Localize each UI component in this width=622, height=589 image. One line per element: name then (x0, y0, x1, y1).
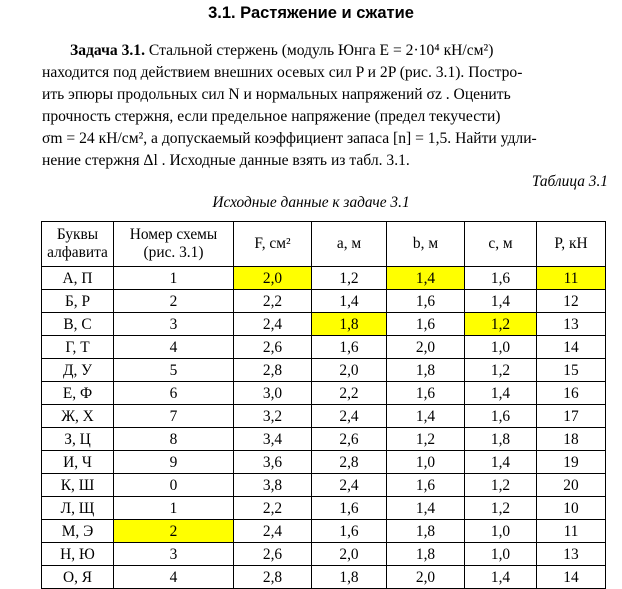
table-cell: 1,8 (387, 520, 465, 543)
table-cell: 1,8 (312, 566, 387, 589)
table-cell: 2,6 (312, 428, 387, 451)
table-cell: 2,0 (387, 336, 465, 359)
table-cell: 3 (114, 313, 234, 336)
table-row (42, 359, 606, 382)
table-cell: 5 (114, 359, 234, 382)
table-cell: 1,6 (387, 382, 465, 405)
table-cell: 1,2 (465, 497, 537, 520)
table-cell: 2,8 (312, 451, 387, 474)
table-cell: 2,2 (234, 497, 312, 520)
column-header: a, м (312, 222, 387, 267)
table-cell: 1,4 (312, 290, 387, 313)
table-cell: 1,4 (465, 566, 537, 589)
table-cell: 1,2 (465, 359, 537, 382)
table-cell: 14 (537, 336, 606, 359)
table-cell: 1,6 (312, 497, 387, 520)
column-header: F, см² (234, 222, 312, 267)
table-row (42, 382, 606, 405)
table-cell: 4 (114, 336, 234, 359)
table-header-row (42, 222, 606, 267)
table-cell: 1,4 (387, 497, 465, 520)
table-cell: 1,8 (387, 359, 465, 382)
table-row (42, 290, 606, 313)
table-cell: 10 (537, 497, 606, 520)
table-cell: З, Ц (42, 428, 114, 451)
table-cell: Д, У (42, 359, 114, 382)
problem-line: находится под действием внешних осевых сил P и 2P (рис. 3.1). Постро- (42, 64, 523, 81)
table-cell: 1,0 (465, 336, 537, 359)
table-cell: 0 (114, 474, 234, 497)
table-cell: 2,6 (234, 543, 312, 566)
table-row (42, 497, 606, 520)
column-header: b, м (387, 222, 465, 267)
table-cell: 3,6 (234, 451, 312, 474)
table-cell: В, С (42, 313, 114, 336)
table-cell: К, Ш (42, 474, 114, 497)
table-cell: 2,4 (234, 520, 312, 543)
table-cell: 17 (537, 405, 606, 428)
table-cell: Л, Щ (42, 497, 114, 520)
table-cell: 1,2 (387, 428, 465, 451)
table-cell: 1,4 (465, 382, 537, 405)
table-cell: 1,6 (465, 267, 537, 290)
table-cell: 1,2 (312, 267, 387, 290)
table-cell: 1,0 (465, 543, 537, 566)
problem-line: Стальной стержень (модуль Юнга E = 2·10⁴ кН/см²) (148, 42, 494, 59)
table-row (42, 474, 606, 497)
table-cell: Б, Р (42, 290, 114, 313)
table-cell: 1,4 (465, 290, 537, 313)
table-cell: 2,0 (312, 543, 387, 566)
column-header: c, м (465, 222, 537, 267)
table-cell: А, П (42, 267, 114, 290)
table-cell: 18 (537, 428, 606, 451)
table-row (42, 313, 606, 336)
table-cell: 1,6 (465, 405, 537, 428)
table-cell: 2,2 (312, 382, 387, 405)
table-cell: 4 (114, 566, 234, 589)
problem-line: σm = 24 кН/см², а допускаемый коэффициент запаса [n] = 1,5. Найти удли- (42, 130, 537, 147)
table-cell: 2 (114, 520, 234, 543)
table-cell: 9 (114, 451, 234, 474)
problem-statement (42, 40, 607, 172)
table-cell: 1,4 (387, 405, 465, 428)
table-cell: 11 (537, 267, 606, 290)
table-row (42, 566, 606, 589)
table-cell: 1,6 (312, 520, 387, 543)
table-cell: 15 (537, 359, 606, 382)
table-row (42, 405, 606, 428)
column-header: Номер схемы (рис. 3.1) (114, 222, 234, 267)
table-cell: М, Э (42, 520, 114, 543)
table-cell: 14 (537, 566, 606, 589)
problem-line: прочность стержня, если предельное напряжение (предел текучести) (42, 108, 501, 125)
table-cell: 2,8 (234, 566, 312, 589)
table-cell: 2,4 (312, 405, 387, 428)
table-cell: 13 (537, 313, 606, 336)
table-cell: 1,4 (387, 267, 465, 290)
table-cell: 3,8 (234, 474, 312, 497)
table-cell: Е, Ф (42, 382, 114, 405)
table-row (42, 520, 606, 543)
table-cell: 1,2 (465, 474, 537, 497)
table-cell: 2,2 (234, 290, 312, 313)
table-cell: 2,8 (234, 359, 312, 382)
table-cell: Н, Ю (42, 543, 114, 566)
table-cell: Ж, Х (42, 405, 114, 428)
table-cell: О, Я (42, 566, 114, 589)
table-cell: 1,6 (387, 474, 465, 497)
table-cell: Г, Т (42, 336, 114, 359)
data-table (41, 221, 606, 589)
table-cell: 2 (114, 290, 234, 313)
table-row (42, 336, 606, 359)
table-cell: 7 (114, 405, 234, 428)
table-cell: 1,8 (465, 428, 537, 451)
table-cell: 2,0 (312, 359, 387, 382)
table-cell: 11 (537, 520, 606, 543)
table-row (42, 267, 606, 290)
table-cell: 2,4 (234, 313, 312, 336)
table-caption: Исходные данные к задаче 3.1 (212, 194, 410, 211)
column-header: Буквы алфавита (42, 222, 114, 267)
table-cell: 1 (114, 497, 234, 520)
table-cell: 1,6 (387, 313, 465, 336)
table-cell: 1,8 (387, 543, 465, 566)
table-cell: 12 (537, 290, 606, 313)
table-row (42, 428, 606, 451)
table-cell: 1,6 (312, 336, 387, 359)
table-body (42, 267, 606, 589)
table-cell: 16 (537, 382, 606, 405)
table-cell: 8 (114, 428, 234, 451)
problem-label: Задача 3.1. (70, 42, 145, 59)
table-cell: 1,2 (465, 313, 537, 336)
table-cell: 1,0 (387, 451, 465, 474)
table-cell: 6 (114, 382, 234, 405)
table-cell: 2,4 (312, 474, 387, 497)
table-cell: 3 (114, 543, 234, 566)
table-cell: 2,0 (387, 566, 465, 589)
table-cell: 1,0 (465, 520, 537, 543)
table-cell: 1,6 (387, 290, 465, 313)
table-cell: И, Ч (42, 451, 114, 474)
section-heading: 3.1. Растяжение и сжатие (208, 4, 414, 22)
problem-line: нение стержня Δl . Исходные данные взять из табл. 3.1. (42, 152, 410, 169)
table-cell: 3,2 (234, 405, 312, 428)
table-cell: 2,6 (234, 336, 312, 359)
table-cell: 2,0 (234, 267, 312, 290)
table-label: Таблица 3.1 (531, 173, 608, 190)
table-row (42, 451, 606, 474)
problem-line: ить эпюры продольных сил N и нормальных напряжений σz . Оценить (42, 86, 511, 103)
table-cell: 19 (537, 451, 606, 474)
table-cell: 1 (114, 267, 234, 290)
table-row (42, 543, 606, 566)
table-cell: 1,8 (312, 313, 387, 336)
table-cell: 3,4 (234, 428, 312, 451)
table-cell: 13 (537, 543, 606, 566)
table-cell: 20 (537, 474, 606, 497)
column-header: P, кН (537, 222, 606, 267)
table-cell: 3,0 (234, 382, 312, 405)
table-cell: 1,4 (465, 451, 537, 474)
